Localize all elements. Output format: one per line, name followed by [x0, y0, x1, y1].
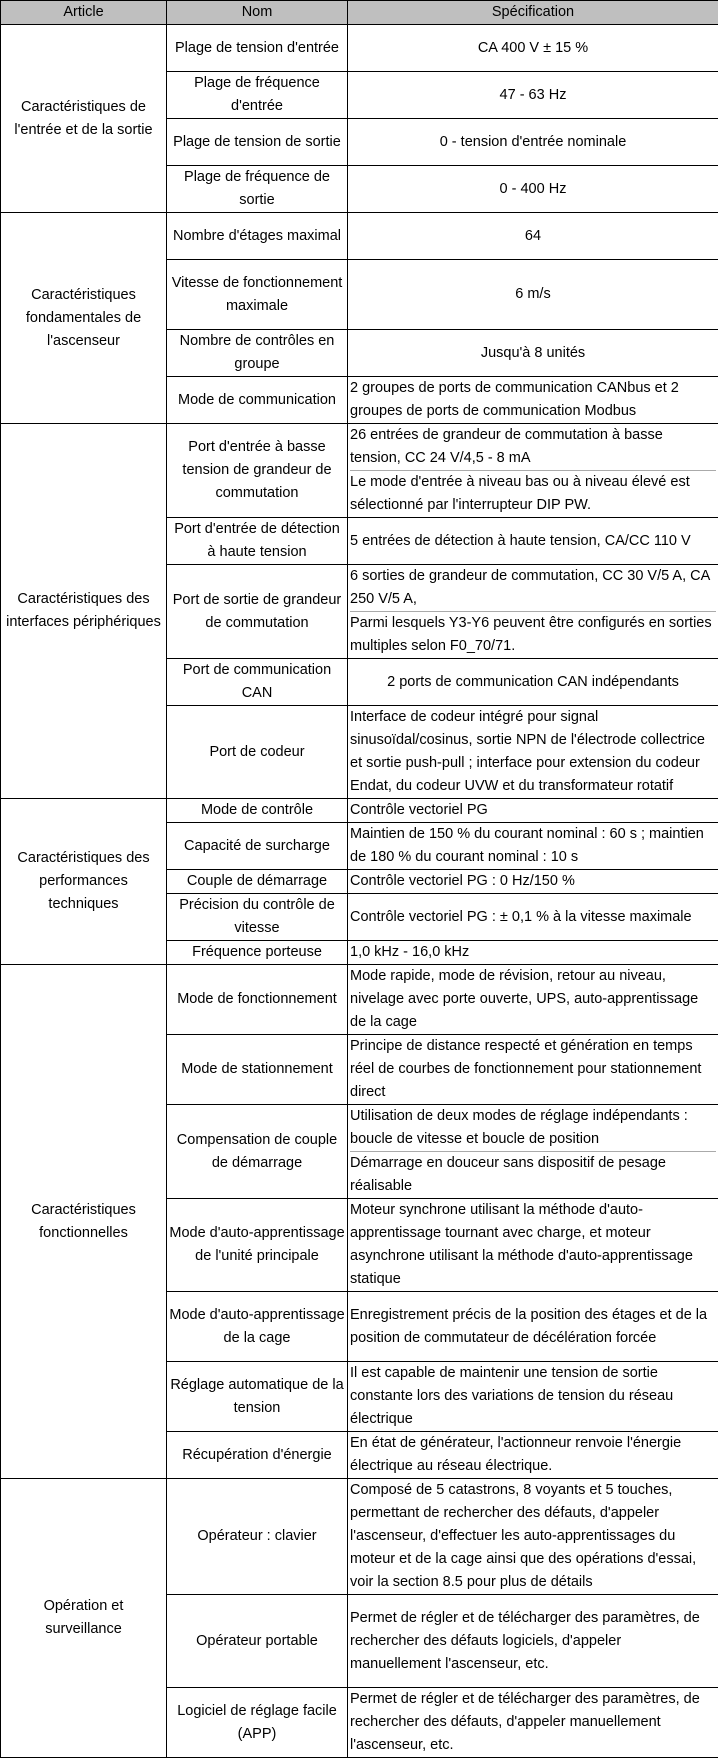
- header-specification: Spécification: [348, 1, 718, 25]
- spec-cell: [348, 799, 718, 823]
- name-cell: Plage de tension d'entrée: [167, 25, 348, 72]
- spec-text: 2 ports de communication CAN indépendants: [350, 671, 716, 694]
- category-cell: Caractéristiques fonctionnelles: [1, 965, 167, 1479]
- name-cell: Mode de communication: [167, 377, 348, 424]
- spec-cell: [348, 119, 718, 166]
- name-cell: Fréquence porteuse: [167, 941, 348, 965]
- spec-text: 5 entrées de détection à haute tension, CA/CC 110 V: [350, 530, 716, 553]
- spec-text: Permet de régler et de télécharger des paramètres, de rechercher des défauts, d'appeler manuellement l'ascenseur, etc.: [350, 1688, 716, 1757]
- name-cell: Port d'entrée de détection à haute tension: [167, 518, 348, 565]
- name-cell: Mode d'auto-apprentissage de la cage: [167, 1292, 348, 1362]
- spec-cell: [348, 72, 718, 119]
- spec-text: Permet de régler et de télécharger des paramètres, de rechercher des défauts logiciels, d'appeler manuellement l'ascenseur, etc.: [350, 1607, 716, 1676]
- name-cell: Plage de fréquence d'entrée: [167, 72, 348, 119]
- name-cell: Port d'entrée à basse tension de grandeur de commutation: [167, 424, 348, 518]
- spec-text: 1,0 kHz - 16,0 kHz: [350, 941, 716, 964]
- category-cell: Caractéristiques des interfaces périphériques: [1, 424, 167, 799]
- spec-text: 0 - 400 Hz: [350, 178, 716, 201]
- name-cell: Couple de démarrage: [167, 870, 348, 894]
- table-row: [1, 213, 718, 260]
- name-cell: Port de communication CAN: [167, 659, 348, 706]
- name-cell: Mode de stationnement: [167, 1035, 348, 1105]
- header-row: [1, 1, 718, 25]
- spec-cell: [348, 1035, 718, 1105]
- spec-cell: [348, 518, 718, 565]
- spec-text: 26 entrées de grandeur de commutation à basse tension, CC 24 V/4,5 - 8 mA: [350, 424, 716, 470]
- spec-cell: [348, 1292, 718, 1362]
- spec-cell: [348, 1199, 718, 1292]
- name-cell: Récupération d'énergie: [167, 1432, 348, 1479]
- spec-cell: [348, 260, 718, 330]
- name-cell: Opérateur : clavier: [167, 1479, 348, 1595]
- spec-text: Enregistrement précis de la position des étages et de la position de commutateur de décélération forcée: [350, 1304, 716, 1350]
- spec-cell: [348, 823, 718, 870]
- name-cell: Logiciel de réglage facile (APP): [167, 1688, 348, 1758]
- spec-text: Il est capable de maintenir une tension de sortie constante lors des variations de tension du réseau électrique: [350, 1362, 716, 1431]
- spec-cell: [348, 1362, 718, 1432]
- spec-text: CA 400 V ± 15 %: [350, 37, 716, 60]
- spec-cell: [348, 965, 718, 1035]
- category-cell: Opération et surveillance: [1, 1479, 167, 1758]
- spec-text: Utilisation de deux modes de réglage indépendants : boucle de vitesse et boucle de position: [350, 1105, 716, 1151]
- spec-text: En état de générateur, l'actionneur renvoie l'énergie électrique au réseau électrique.: [350, 1432, 716, 1478]
- name-cell: Nombre de contrôles en groupe: [167, 330, 348, 377]
- spec-cell: [348, 706, 718, 799]
- spec-text: 6 m/s: [350, 283, 716, 306]
- table-row: [1, 1479, 718, 1595]
- name-cell: Nombre d'étages maximal: [167, 213, 348, 260]
- spec-cell: [348, 424, 718, 518]
- spec-cell: [348, 377, 718, 424]
- name-cell: Port de codeur: [167, 706, 348, 799]
- spec-text: 47 - 63 Hz: [350, 84, 716, 107]
- name-cell: Mode de fonctionnement: [167, 965, 348, 1035]
- spec-cell: [348, 941, 718, 965]
- spec-text: Contrôle vectoriel PG: [350, 799, 716, 822]
- name-cell: Mode de contrôle: [167, 799, 348, 823]
- spec-text: 6 sorties de grandeur de commutation, CC 30 V/5 A, CA 250 V/5 A,: [350, 565, 716, 611]
- spec-cell: [348, 166, 718, 213]
- name-cell: Port de sortie de grandeur de commutation: [167, 565, 348, 659]
- spec-text: Moteur synchrone utilisant la méthode d'auto-apprentissage tournant avec charge, et moteur asynchrone utilisant la méthode d'auto-apprentissage statique: [350, 1199, 716, 1291]
- spec-text: Parmi lesquels Y3-Y6 peuvent être configurés en sorties multiples selon F0_70/71.: [350, 611, 716, 658]
- spec-cell: [348, 25, 718, 72]
- header-article: Article: [1, 1, 167, 25]
- spec-cell: [348, 1105, 718, 1199]
- table-row: [1, 424, 718, 518]
- category-cell: Caractéristiques des performances techniques: [1, 799, 167, 965]
- spec-text: Le mode d'entrée à niveau bas ou à niveau élevé est sélectionné par l'interrupteur DIP PW.: [350, 470, 716, 517]
- spec-cell: [348, 565, 718, 659]
- name-cell: Vitesse de fonctionnement maximale: [167, 260, 348, 330]
- name-cell: Opérateur portable: [167, 1595, 348, 1688]
- spec-cell: [348, 1432, 718, 1479]
- spec-text: Contrôle vectoriel PG : ± 0,1 % à la vitesse maximale: [350, 906, 716, 929]
- category-cell: Caractéristiques de l'entrée et de la sortie: [1, 25, 167, 213]
- table-row: [1, 965, 718, 1035]
- spec-text: 2 groupes de ports de communication CANbus et 2 groupes de ports de communication Modbus: [350, 377, 716, 423]
- table-body: [1, 25, 718, 1758]
- spec-text: Contrôle vectoriel PG : 0 Hz/150 %: [350, 870, 716, 893]
- name-cell: Plage de fréquence de sortie: [167, 166, 348, 213]
- spec-text: Jusqu'à 8 unités: [350, 342, 716, 365]
- spec-cell: [348, 1479, 718, 1595]
- name-cell: Capacité de surcharge: [167, 823, 348, 870]
- name-cell: Réglage automatique de la tension: [167, 1362, 348, 1432]
- spec-cell: [348, 1595, 718, 1688]
- spec-text: Composé de 5 catastrons, 8 voyants et 5 touches, permettant de rechercher des défauts, d'appeler l'ascenseur, d'effectuer les auto-apprentissages du moteur et de la cage ainsi que des opérations d'essai, voir la section 8.5 pour plus de détails: [350, 1479, 716, 1594]
- spec-cell: [348, 1688, 718, 1758]
- spec-text: Mode rapide, mode de révision, retour au niveau, nivelage avec porte ouverte, UPS, auto-apprentissage de la cage: [350, 965, 716, 1034]
- spec-cell: [348, 213, 718, 260]
- spec-text: 0 - tension d'entrée nominale: [350, 131, 716, 154]
- spec-cell: [348, 659, 718, 706]
- name-cell: Compensation de couple de démarrage: [167, 1105, 348, 1199]
- spec-cell: [348, 870, 718, 894]
- category-cell: Caractéristiques fondamentales de l'ascenseur: [1, 213, 167, 424]
- spec-text: Interface de codeur intégré pour signal sinusoïdal/cosinus, sortie NPN de l'électrode collectrice et sortie push-pull ; interface pour extension du codeur Endat, du codeur UVW et du transformateur rotatif: [350, 706, 716, 798]
- name-cell: Plage de tension de sortie: [167, 119, 348, 166]
- name-cell: Mode d'auto-apprentissage de l'unité principale: [167, 1199, 348, 1292]
- spec-text: Principe de distance respecté et génération en temps réel de courbes de fonctionnement pour stationnement direct: [350, 1035, 716, 1104]
- name-cell: Précision du contrôle de vitesse: [167, 894, 348, 941]
- spec-text: Maintien de 150 % du courant nominal : 60 s ; maintien de 180 % du courant nominal : 10 s: [350, 823, 716, 869]
- header-nom: Nom: [167, 1, 348, 25]
- spec-text: 64: [350, 225, 716, 248]
- spec-cell: [348, 894, 718, 941]
- table-row: [1, 25, 718, 72]
- spec-cell: [348, 330, 718, 377]
- spec-text: Démarrage en douceur sans dispositif de pesage réalisable: [350, 1151, 716, 1198]
- table-row: [1, 799, 718, 823]
